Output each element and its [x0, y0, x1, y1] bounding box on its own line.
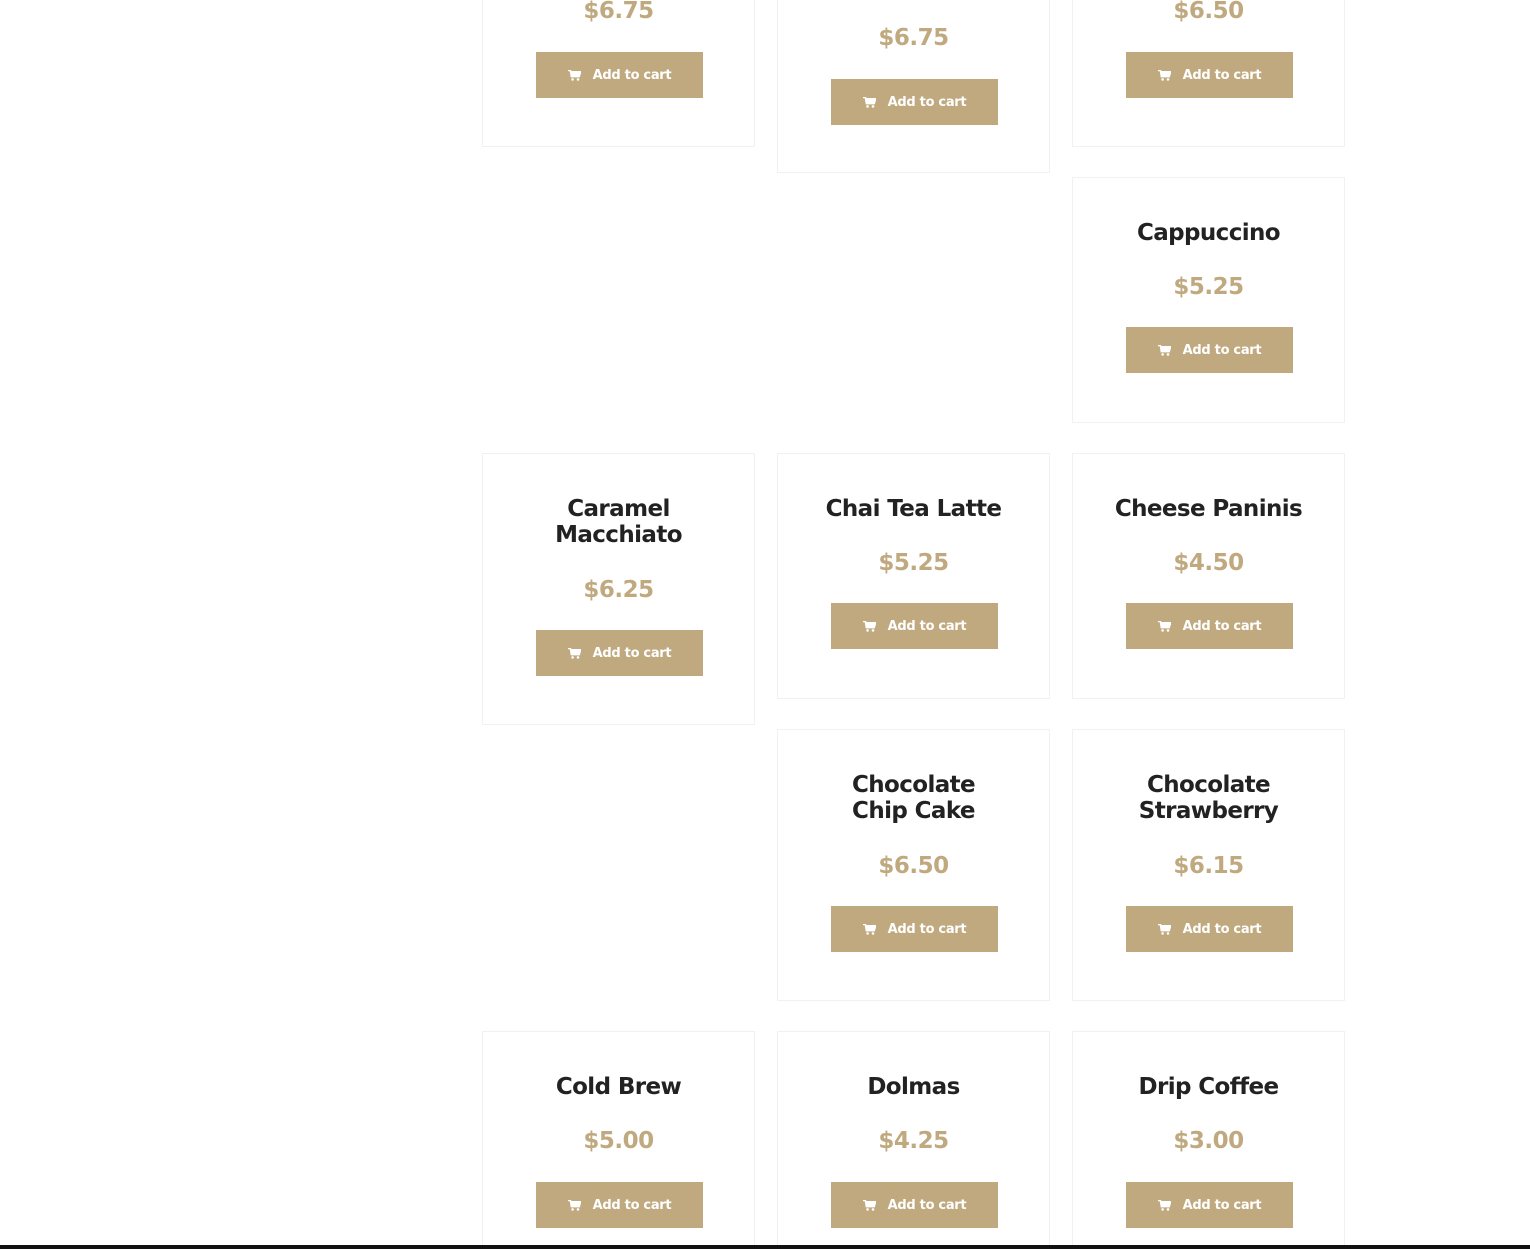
product-price: $6.50 — [878, 853, 949, 879]
add-to-cart-button[interactable] — [1126, 1182, 1293, 1228]
product-card — [1072, 0, 1345, 147]
add-to-cart-label: Add to cart — [887, 94, 967, 110]
cart-icon — [1158, 924, 1171, 935]
add-to-cart-label: Add to cart — [887, 1197, 967, 1213]
cart-icon — [1158, 345, 1171, 356]
add-to-cart-button[interactable] — [831, 906, 998, 952]
product-title[interactable]: Cappuccino — [1136, 220, 1281, 246]
product-card — [482, 0, 755, 147]
product-card — [777, 0, 1050, 173]
cart-icon — [1158, 621, 1171, 632]
add-to-cart-label: Add to cart — [592, 1197, 672, 1213]
add-to-cart-label: Add to cart — [1182, 67, 1262, 83]
add-to-cart-button[interactable] — [1126, 603, 1293, 649]
add-to-cart-button[interactable] — [1126, 327, 1293, 373]
product-title[interactable]: Chocolate Chip Cake — [851, 772, 976, 824]
cart-icon — [568, 648, 581, 659]
product-price: $6.50 — [1173, 0, 1244, 24]
product-card — [1072, 729, 1345, 1001]
product-price: $6.15 — [1173, 853, 1244, 879]
add-to-cart-button[interactable] — [1126, 906, 1293, 952]
add-to-cart-button[interactable] — [831, 79, 998, 125]
product-price: $6.75 — [878, 25, 949, 51]
product-card — [777, 729, 1050, 1001]
cart-icon — [863, 621, 876, 632]
add-to-cart-label: Add to cart — [1182, 618, 1262, 634]
product-card — [777, 1031, 1050, 1249]
bottom-edge-bar — [0, 1245, 1530, 1249]
add-to-cart-label: Add to cart — [592, 67, 672, 83]
product-card — [1072, 1031, 1345, 1249]
add-to-cart-label: Add to cart — [592, 645, 672, 661]
product-title[interactable]: Chai Tea Latte — [825, 496, 1002, 522]
cart-icon — [1158, 70, 1171, 81]
add-to-cart-label: Add to cart — [887, 921, 967, 937]
add-to-cart-button[interactable] — [536, 630, 703, 676]
product-price: $6.75 — [583, 0, 654, 24]
product-price: $5.25 — [1173, 274, 1244, 300]
add-to-cart-label: Add to cart — [1182, 342, 1262, 358]
cart-icon — [1158, 1200, 1171, 1211]
product-card — [1072, 177, 1345, 423]
add-to-cart-button[interactable] — [536, 1182, 703, 1228]
add-to-cart-label: Add to cart — [887, 618, 967, 634]
cart-icon — [568, 70, 581, 81]
product-price: $6.25 — [583, 577, 654, 603]
product-price: $5.00 — [583, 1128, 654, 1154]
cart-icon — [568, 1200, 581, 1211]
cart-icon — [863, 1200, 876, 1211]
cart-icon — [863, 97, 876, 108]
product-title[interactable]: Dolmas — [867, 1074, 960, 1100]
product-title[interactable]: Cheese Paninis — [1114, 496, 1303, 522]
add-to-cart-button[interactable] — [1126, 52, 1293, 98]
product-card — [1072, 453, 1345, 699]
product-title[interactable]: Caramel Macchiato — [555, 496, 682, 548]
add-to-cart-button[interactable] — [831, 1182, 998, 1228]
add-to-cart-label: Add to cart — [1182, 1197, 1262, 1213]
product-title[interactable]: Drip Coffee — [1138, 1074, 1279, 1100]
product-card — [777, 453, 1050, 699]
product-title[interactable]: Cold Brew — [555, 1074, 682, 1100]
product-price: $4.50 — [1173, 550, 1244, 576]
product-title[interactable]: Chocolate Strawberry — [1138, 772, 1279, 824]
product-card — [482, 1031, 755, 1249]
add-to-cart-button[interactable] — [536, 52, 703, 98]
product-price: $4.25 — [878, 1128, 949, 1154]
add-to-cart-label: Add to cart — [1182, 921, 1262, 937]
cart-icon — [863, 924, 876, 935]
product-price: $5.25 — [878, 550, 949, 576]
product-price: $3.00 — [1173, 1128, 1244, 1154]
add-to-cart-button[interactable] — [831, 603, 998, 649]
product-card — [482, 453, 755, 725]
